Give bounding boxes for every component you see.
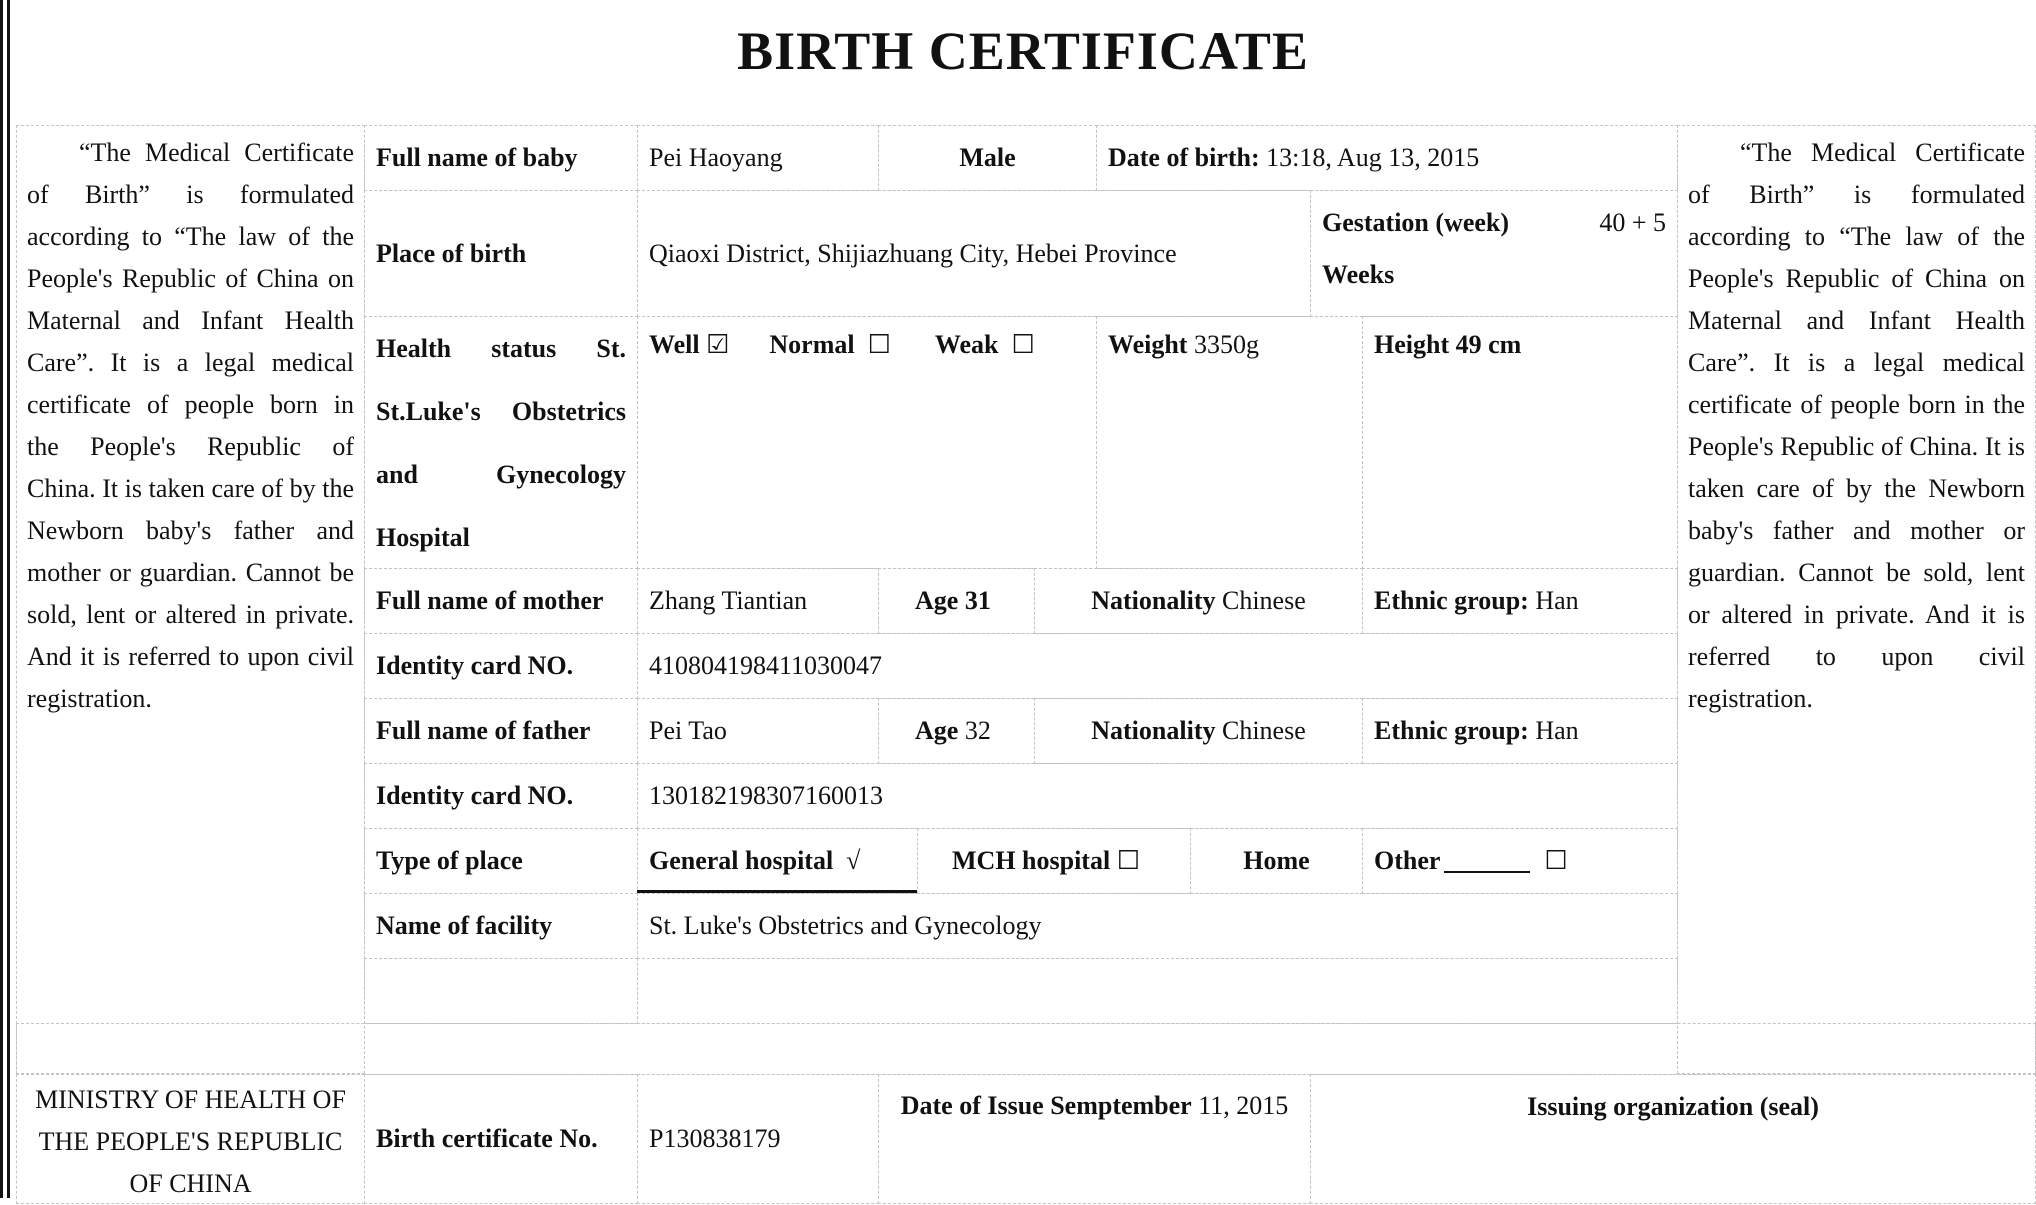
other-blank — [1444, 849, 1530, 873]
weak-option: Weak — [934, 330, 999, 359]
cert-no: P130838179 — [637, 1074, 879, 1204]
note-text: “The Medical Certificate of Birth” is formulated according to “The law of the People's Republic of China on Maternal and Infant Health Care”. It is a legal medical certificate of people born in the People's Republic of China. It is taken care of by the Newborn baby's father and mother or guardian. Cannot be sold, lent or altered in private. And it is referred to upon civil registration. — [1688, 138, 2025, 713]
father-ethnic-group: Ethnic group: Han — [1362, 698, 1678, 764]
health-status-label: Health status St. St.Luke's Obstetrics and Gynecology Hospital — [364, 316, 638, 569]
checkbox-icon[interactable]: ☐ — [1544, 846, 1568, 876]
height: Height 49 cm — [1362, 316, 1678, 569]
place-label: Place of birth — [364, 190, 638, 317]
general-hospital-option[interactable]: General hospital √ — [637, 828, 918, 894]
mother-id: 410804198411030047 — [637, 633, 1678, 699]
weight: Weight 3350g — [1096, 316, 1363, 569]
father-nationality: Nationality Chinese — [1034, 698, 1363, 764]
facility-name: St. Luke's Obstetrics and Gynecology — [637, 893, 1678, 959]
facility-label: Name of facility — [364, 893, 638, 959]
date-of-issue: Date of Issue Semptember 11, 2015 — [878, 1074, 1311, 1204]
mother-age: Age 31 — [878, 568, 1035, 634]
empty-cell — [637, 958, 1678, 1024]
mother-id-label: Identity card NO. — [364, 633, 638, 699]
left-note — [16, 125, 365, 1074]
mch-hospital-option[interactable]: MCH hospital ☐ — [917, 828, 1191, 894]
page-title: BIRTH CERTIFICATE — [737, 21, 1309, 81]
father-name: Pei Tao — [637, 698, 879, 764]
mother-name-label: Full name of mother — [364, 568, 638, 634]
checkbox-icon[interactable]: ☐ — [867, 330, 891, 359]
baby-name-label: Full name of baby — [364, 125, 638, 191]
checked-box-icon[interactable]: ☑ — [706, 330, 730, 359]
health-status-options — [637, 316, 1097, 569]
check-icon: √ — [846, 846, 861, 876]
right-note — [1677, 125, 2036, 1074]
baby-name: Pei Haoyang — [637, 125, 879, 191]
mother-ethnic-group: Ethnic group: Han — [1362, 568, 1678, 634]
date-of-birth: Date of birth: 13:18, Aug 13, 2015 — [1096, 125, 1678, 191]
ministry: MINISTRY OF HEALTH OF THE PEOPLE'S REPUBLIC OF CHINA — [16, 1074, 365, 1204]
baby-sex: Male — [878, 125, 1097, 191]
spacer-row — [16, 1023, 2036, 1075]
father-id-label: Identity card NO. — [364, 763, 638, 829]
gestation: Gestation (week) 40 + 5 Weeks — [1310, 190, 1678, 317]
page-border — [7, 0, 10, 1198]
place-type-label: Type of place — [364, 828, 638, 894]
well-option: Well — [649, 330, 700, 359]
normal-option: Normal — [769, 330, 855, 359]
checkbox-icon[interactable]: ☐ — [1116, 846, 1140, 876]
father-id: 130182198307160013 — [637, 763, 1678, 829]
father-age: Age 32 — [878, 698, 1035, 764]
place-of-birth: Qiaoxi District, Shijiazhuang City, Hebei Province — [637, 190, 1311, 317]
page-border — [0, 0, 3, 1198]
checkbox-icon[interactable]: ☐ — [1011, 330, 1035, 359]
home-option[interactable]: Home — [1190, 828, 1363, 894]
note-text: “The Medical Certificate of Birth” is formulated according to “The law of the People's Republic of China on Maternal and Infant Health Care”. It is a legal medical certificate of people born in the People's Republic of China. It is taken care of by the Newborn baby's father and mother or guardian. Cannot be sold, lent or altered in private. And it is referred to upon civil registration. — [27, 138, 354, 713]
empty-cell — [364, 958, 638, 1024]
issuing-organization: Issuing organization (seal) — [1310, 1074, 2036, 1204]
father-name-label: Full name of father — [364, 698, 638, 764]
cert-no-label: Birth certificate No. — [364, 1074, 638, 1204]
mother-nationality: Nationality Chinese — [1034, 568, 1363, 634]
mother-name: Zhang Tiantian — [637, 568, 879, 634]
other-option[interactable]: Other ☐ — [1362, 828, 1678, 894]
